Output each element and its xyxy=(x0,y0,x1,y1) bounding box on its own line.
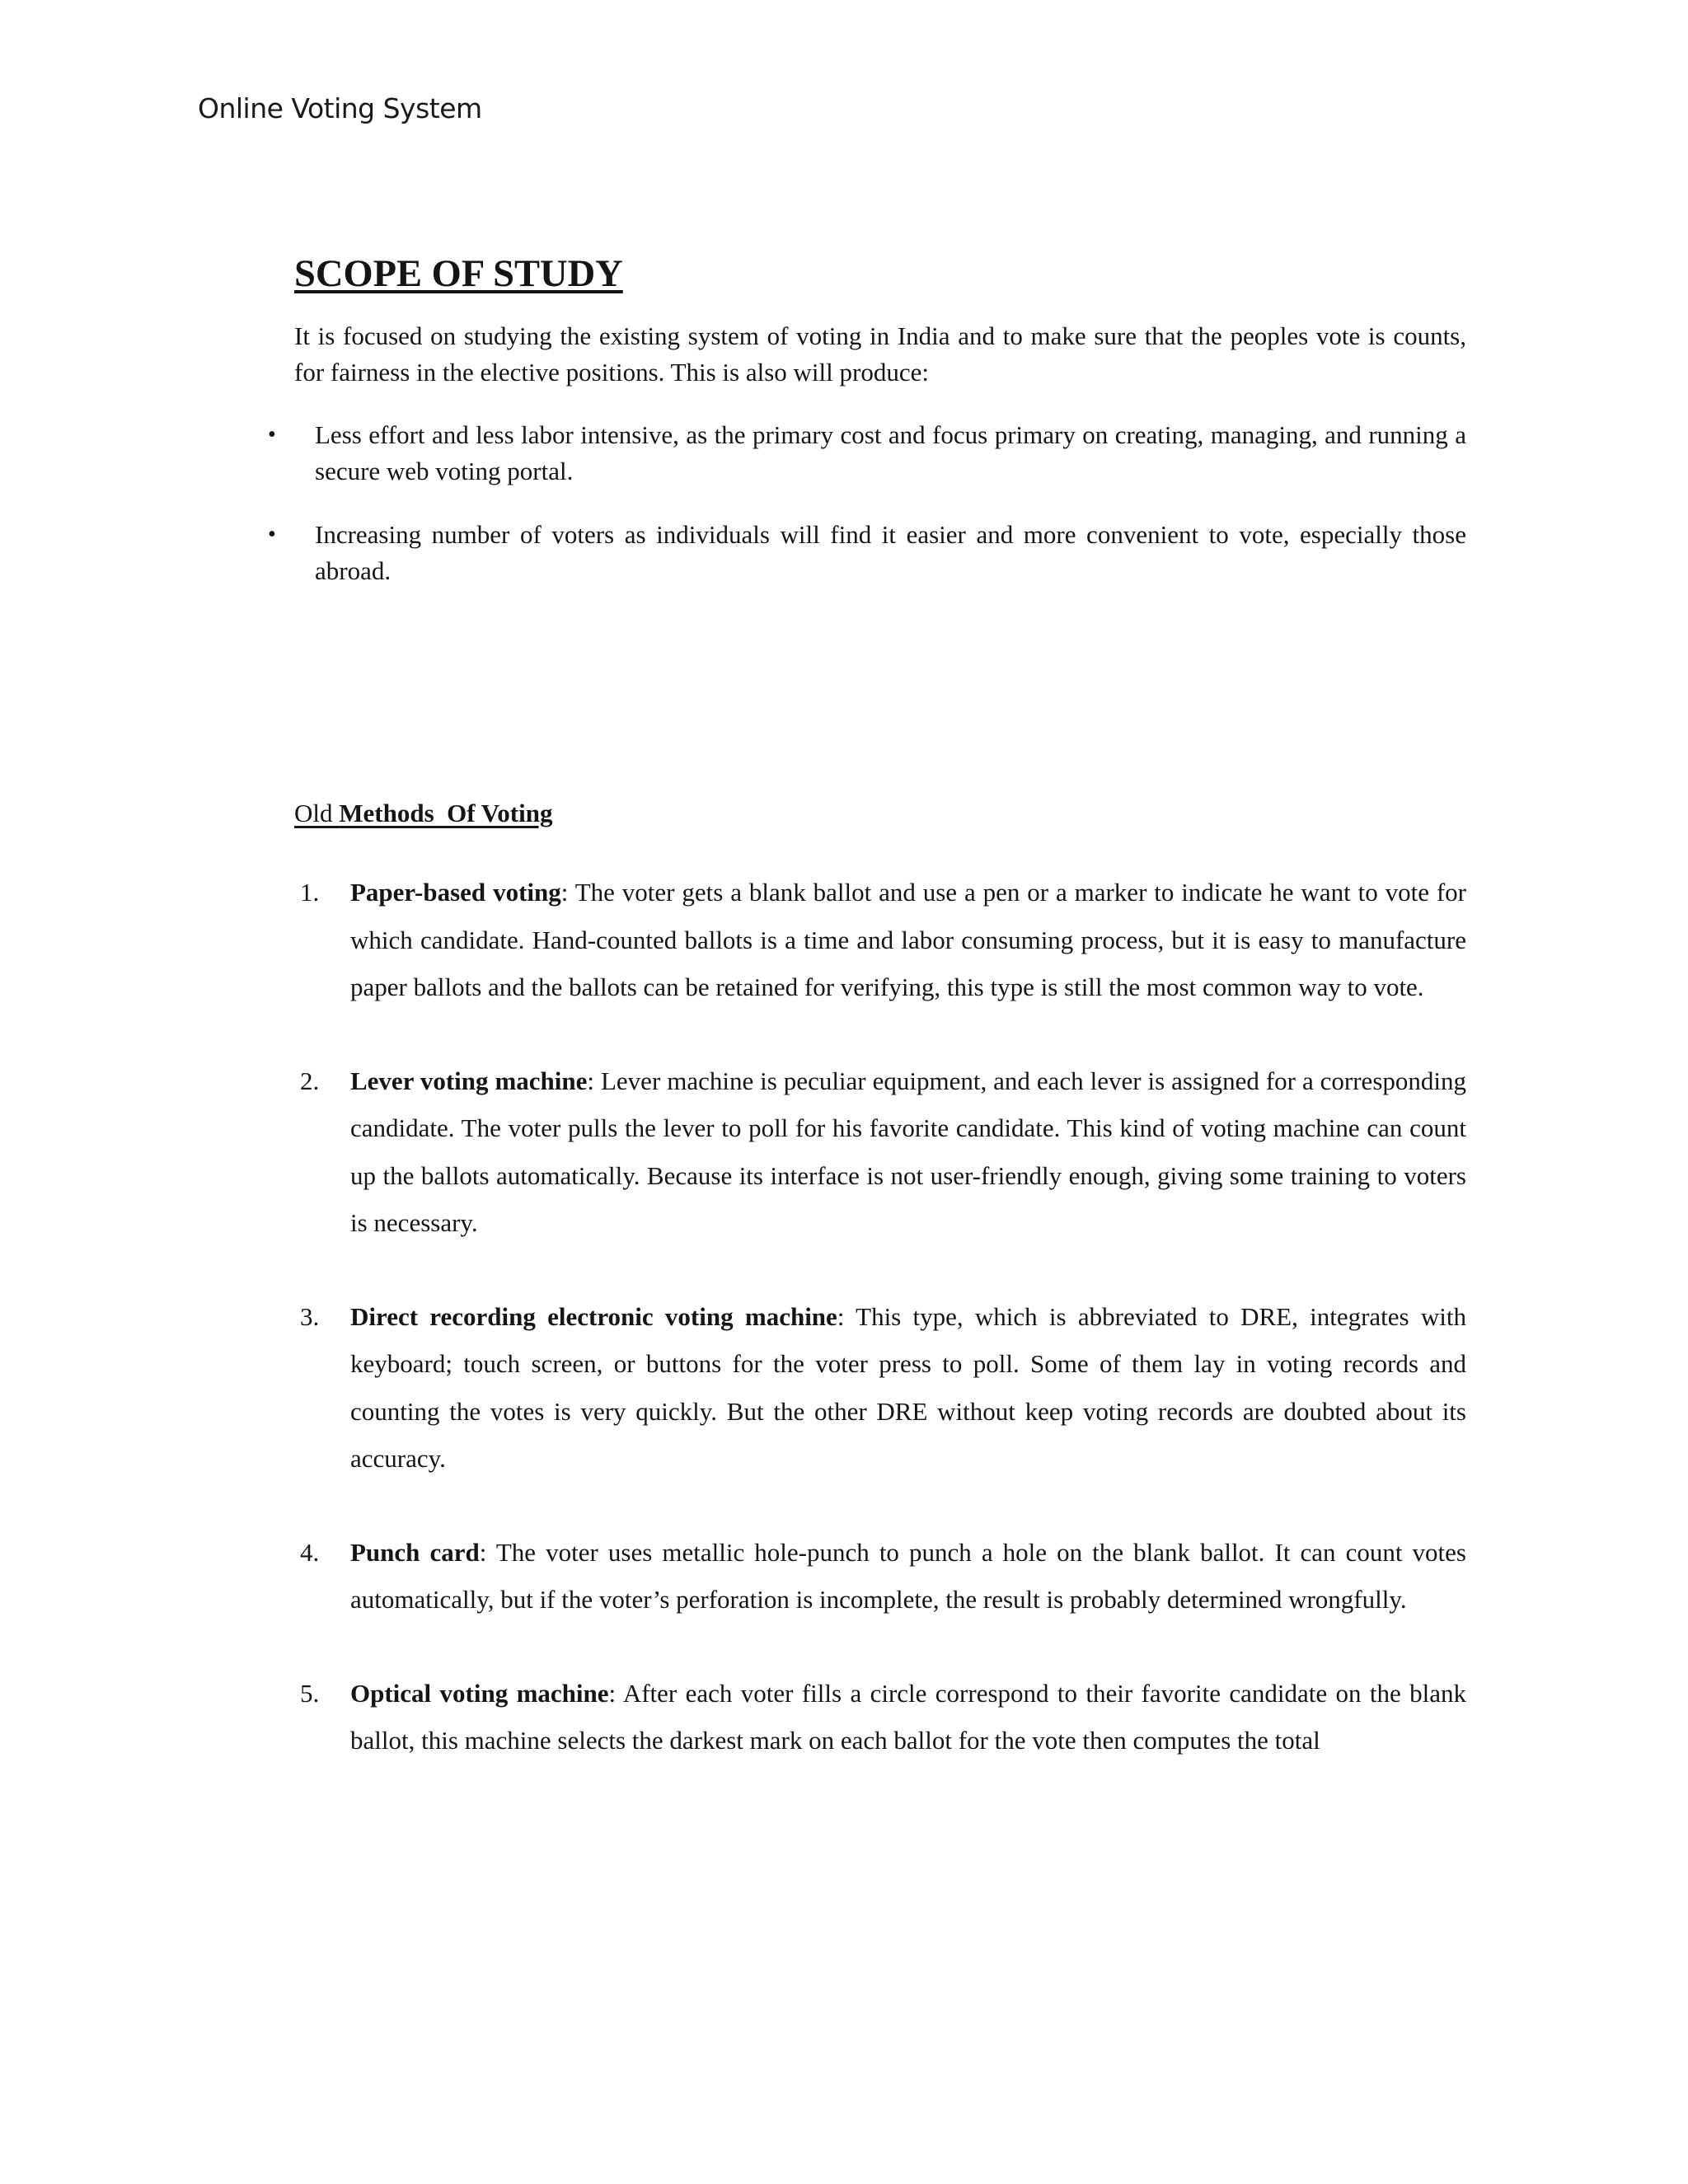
method-term: Punch card xyxy=(350,1537,480,1567)
method-description: : The voter gets a blank ballot and use a pen or a marker to indicate he want to vote for which candidate. Hand-counted ballots is a time and labor consuming process, but it is easy to manufacture paper ballots and the ballots can be retained for verifying, this type is still the most common way to vote. xyxy=(350,878,1466,1001)
method-description: : After each voter fills a circle correspond to their favorite candidate on the blank ballot, this machine selects the darkest mark on each ballot for the vote then computes the total xyxy=(350,1678,1467,1755)
bullet-icon: • xyxy=(268,422,276,448)
bullet-icon: • xyxy=(268,522,276,547)
bullet-item xyxy=(268,417,1466,490)
method-number: 5. xyxy=(300,1678,320,1708)
method-item xyxy=(294,1293,1466,1483)
method-item xyxy=(294,1670,1466,1765)
method-number: 1. xyxy=(300,878,320,907)
method-term: Paper-based voting xyxy=(350,878,561,907)
method-term: Direct recording electronic voting machine xyxy=(350,1301,837,1331)
method-description: : The voter uses metallic hole-punch to punch a hole on the blank ballot. It can count votes automatically, but if the voter’s perforation is incomplete, the result is probably determined wrongfully. xyxy=(350,1537,1466,1614)
method-description: : This type, which is abbreviated to DRE, integrates with keyboard; touch screen, or buttons for the voter press to poll. Some of them lay in voting records and counting the votes is very quickly. But the other DRE without keep voting records are doubted about its accuracy. xyxy=(350,1301,1466,1473)
scope-bullet-list xyxy=(268,417,1466,589)
bullet-text: Increasing number of voters as individuals will find it easier and more convenient to vote, especially those abroad. xyxy=(315,520,1466,585)
bullet-item xyxy=(268,517,1466,589)
old-methods-heading xyxy=(294,796,1466,831)
bullet-text: Less effort and less labor intensive, as the primary cost and focus primary on creating, managing, and running a secure web voting portal. xyxy=(315,420,1466,485)
document-body xyxy=(268,253,1467,1811)
method-item xyxy=(294,1057,1466,1247)
method-term: Optical voting machine xyxy=(350,1678,609,1708)
method-number: 3. xyxy=(300,1301,320,1331)
scope-intro-paragraph: It is focused on studying the existing system of voting in India and to make sure that the peoples vote is counts, for fairness in the elective positions. This is also will produce: xyxy=(294,321,1466,387)
method-number: 4. xyxy=(300,1537,320,1567)
old-methods-list xyxy=(294,869,1466,1765)
method-term: Lever voting machine xyxy=(350,1066,588,1095)
page-header-title: Online Voting System xyxy=(198,92,482,124)
method-description: : Lever machine is peculiar equipment, and each lever is assigned for a corresponding candidate. The voter pulls the lever to poll for his favorite candidate. This kind of voting machine can count up the ballots automatically. Because its interface is not user-friendly enough, giving some training to voters is necessary. xyxy=(350,1066,1466,1237)
old-methods-heading-bold: Methods Of Voting xyxy=(339,799,553,827)
scope-heading: SCOPE OF STUDY xyxy=(294,253,623,295)
method-item xyxy=(294,1529,1466,1624)
method-item xyxy=(294,869,1466,1011)
old-methods-heading-prefix: Old xyxy=(294,799,340,827)
method-number: 2. xyxy=(300,1066,320,1095)
